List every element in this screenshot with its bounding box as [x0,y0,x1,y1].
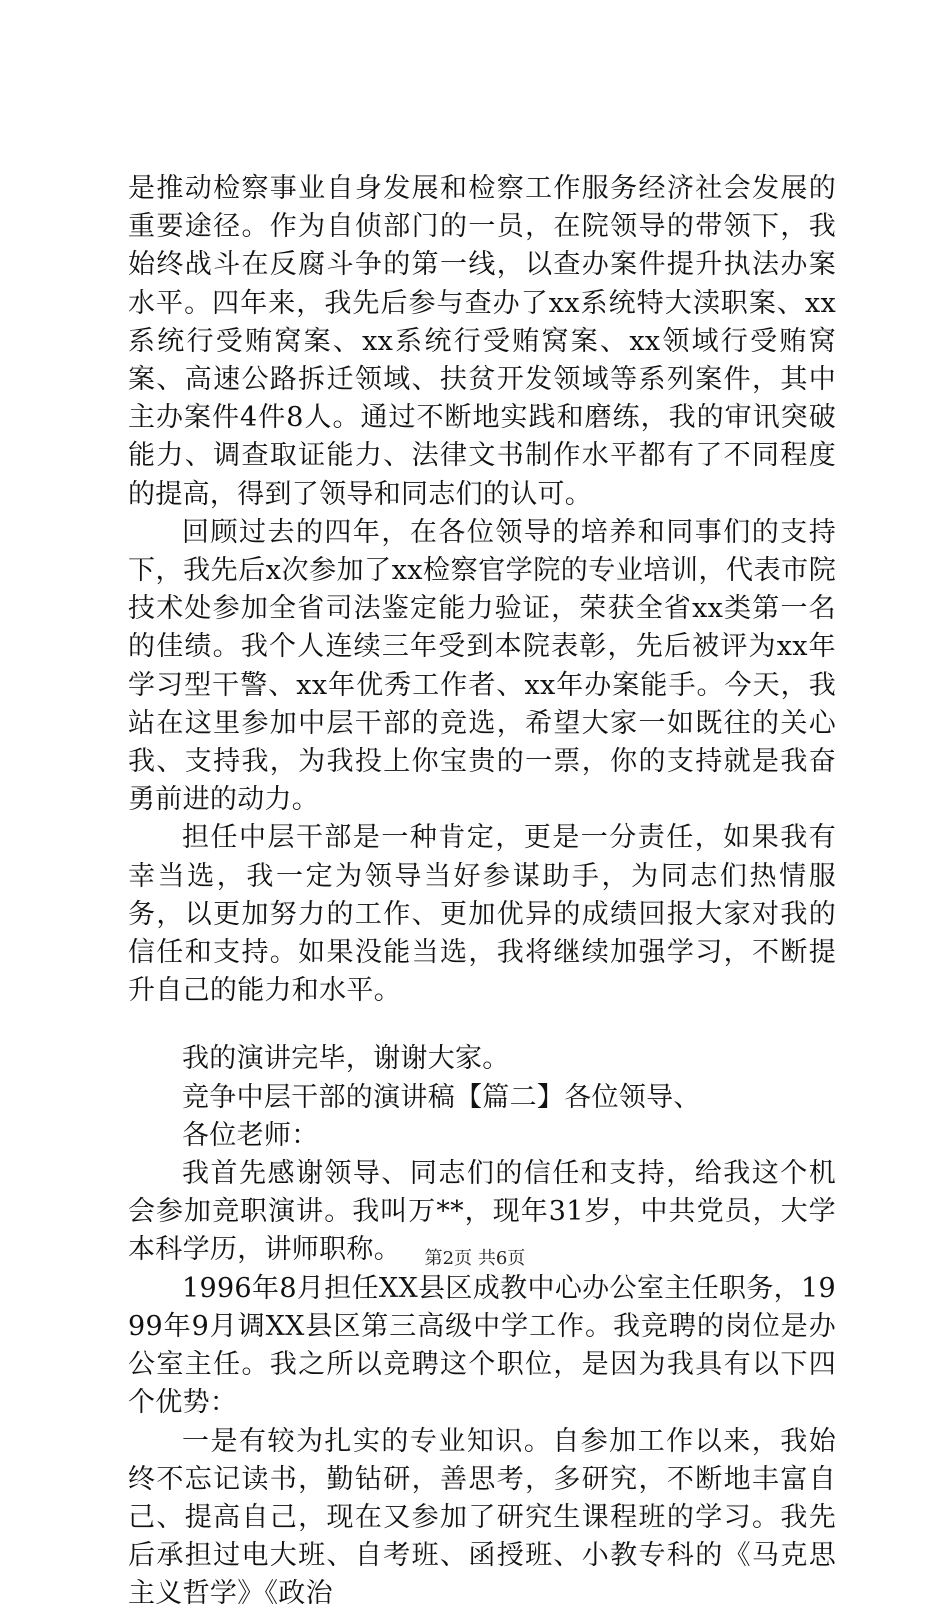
paragraph-1: 是推动检察事业自身发展和检察工作服务经济社会发展的重要途径。作为自侦部门的一员，在院领导的带领下，我始终战斗在反腐斗争的第一线，以查办案件提升执法办案水平。四年来，我先后参与查办了xx系统特大渎职案、xx系统行受贿窝案、xx系统行受贿窝案、xx领域行受贿窝案、高速公路拆迁领域、扶贫开发领域等系列案件，其中主办案件4件8人。通过不断地实践和磨练，我的审讯突破能力、调查取证能力、法律文书制作水平都有了不同程度的提高，得到了领导和同志们的认可。 [128,173,836,510]
document-body [128,170,836,1614]
paragraph-6: 各位老师： [182,1119,319,1151]
page-number-footer: 第2页 共6页 [424,1248,526,1269]
paragraph-8: 1996年8月担任XX县区成教中心办公室主任职务，1999年9月调XX县区第三高级中学工作。我竞聘的岗位是办公室主任。我之所以竞聘这个职位，是因为我具有以下四个优势： [128,1272,836,1419]
paragraph-2: 回顾过去的四年，在各位领导的培养和同事们的支持下，我先后x次参加了xx检察官学院的专业培训，代表市院技术处参加全省司法鉴定能力验证，荣获全省xx类第一名的佳绩。我个人连续三年受到本院表彰，先后被评为xx年学习型干警、xx年优秀工作者、xx年办案能手。今天，我站在这里参加中层干部的竞选，希望大家一如既往的关心我、支持我，为我投上你宝贵的一票，你的支持就是我奋勇前进的动力。 [128,516,836,816]
paragraph-4: 我的演讲完毕，谢谢大家。 [182,1043,510,1075]
paragraph-7: 我首先感谢领导、同志们的信任和支持，给我这个机会参加竞职演讲。我叫万**，现年31岁，中共党员，大学本科学历，讲师职称。 [128,1158,836,1266]
paragraph-gap [128,1010,836,1040]
paragraph-3: 担任中层干部是一种肯定，更是一分责任，如果我有幸当选，我一定为领导当好参谋助手，为同志们热情服务，以更加努力的工作、更加优异的成绩回报大家对我的信任和支持。如果没能当选，我将继续加强学习，不断提升自己的能力和水平。 [128,822,836,1007]
paragraph-5: 竞争中层干部的演讲稿【篇二】各位领导、 [182,1081,701,1113]
paragraph-9: 一是有较为扎实的专业知识。自参加工作以来，我始终不忘记读书，勤钻研，善思考，多研究，不断地丰富自己、提高自己，现在又参加了研究生课程班的学习。我先后承担过电大班、自考班、函授班、小教专科的《马克思主义哲学》《政治 [128,1425,836,1610]
